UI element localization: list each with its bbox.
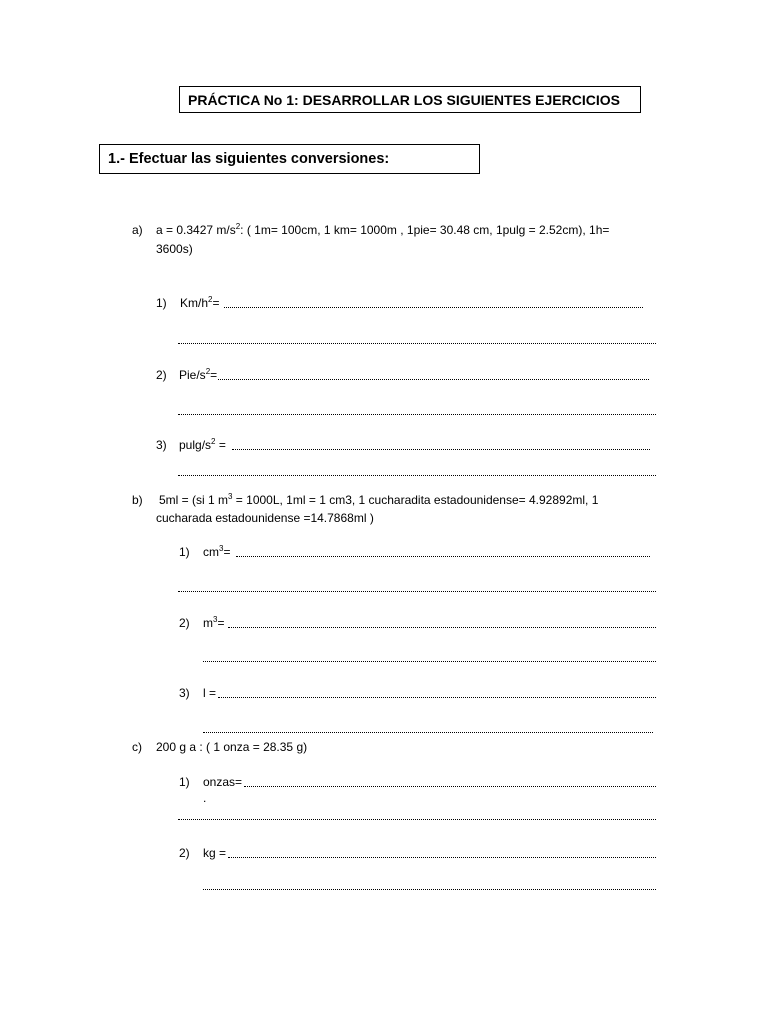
answer-line: [218, 696, 656, 698]
item-a3-label: pulg/$s^2$ =: [179, 437, 226, 452]
item-a1-number: 1): [156, 296, 167, 310]
answer-line: [228, 856, 656, 858]
item-a2-label: Pie/$s^2=$: [179, 367, 218, 382]
stray-dot: .: [203, 791, 207, 805]
answer-line: [236, 555, 650, 557]
answer-line: [232, 448, 650, 450]
item-a1-label: $Km/h^2=$: [180, 295, 220, 310]
answer-line: [178, 818, 656, 820]
item-b3-number: 3): [179, 686, 190, 700]
answer-line: [218, 378, 649, 380]
page-title: PRÁCTICA No 1: DESARROLLAR LOS SIGUIENTES EJERCICIOS: [179, 86, 641, 113]
item-a2-number: 2): [156, 368, 167, 382]
exercise-a-statement: a = 0.3427 $m/s^2$: ( 1m= 100cm, 1 km= 1000m , 1pie= 30.48 cm, 1pulg = 2.52cm), 1h=: [156, 222, 610, 237]
answer-line: [203, 888, 656, 890]
item-a3-number: 3): [156, 438, 167, 452]
exercise-a-marker: a): [132, 223, 143, 237]
item-c2-label: kg =: [203, 846, 227, 860]
item-b2-label: $m^3=$: [203, 615, 225, 630]
item-c2-number: 2): [179, 846, 190, 860]
answer-line: [178, 474, 656, 476]
exercise-a-statement-cont: 3600s): [156, 242, 193, 256]
answer-line: [178, 342, 656, 344]
item-b2-number: 2): [179, 616, 190, 630]
section-heading: 1.- Efectuar las siguientes conversiones:: [99, 144, 480, 174]
exercise-c-statement: 200 g a : ( 1 onza = 28.35 g): [156, 740, 308, 754]
answer-line: [203, 731, 653, 733]
answer-line: [203, 660, 656, 662]
item-b1-label: $cm^3=$: [203, 544, 231, 559]
item-b1-number: 1): [179, 545, 190, 559]
item-c1-label: onzas=: [203, 775, 243, 789]
item-b3-label: l =: [203, 686, 217, 700]
answer-line: [228, 626, 656, 628]
answer-line: [224, 306, 643, 308]
item-c1-number: 1): [179, 775, 190, 789]
exercise-b-marker: b): [132, 493, 143, 507]
exercise-c-marker: c): [132, 740, 142, 754]
answer-line: [178, 590, 656, 592]
answer-line: [244, 785, 656, 787]
answer-line: [178, 413, 656, 415]
exercise-b-statement-cont: cucharada estadounidense =14.7868ml ): [156, 511, 374, 525]
exercise-b-statement: 5ml = (si 1 $m^3 = 1000L$, 1ml = 1 cm3, 1 cucharadita estadounidense= 4.92892ml, 1: [159, 492, 599, 507]
